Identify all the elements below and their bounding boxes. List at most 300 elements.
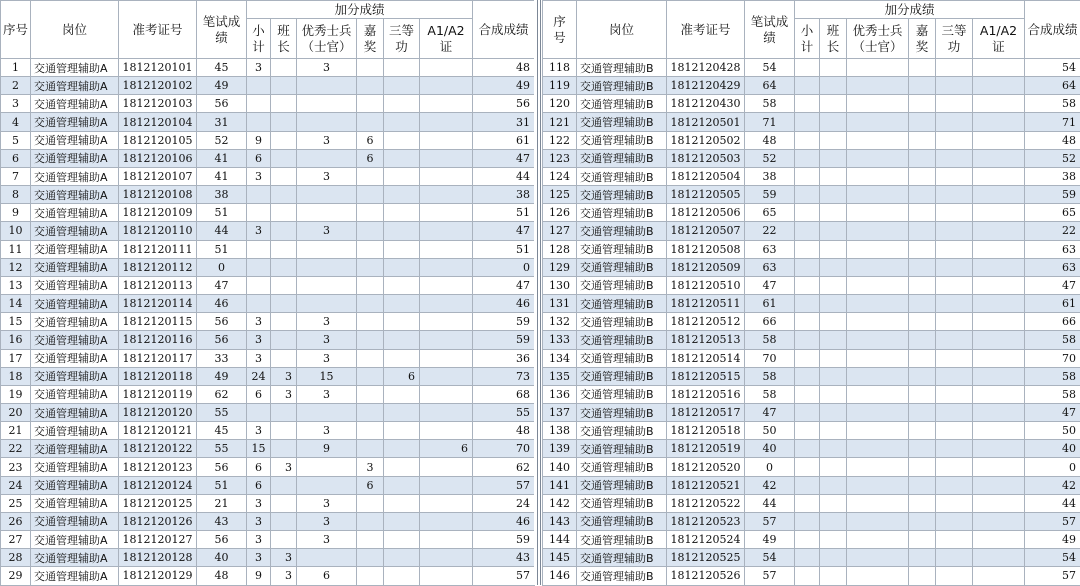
- cell-exam-id: 1812120126: [119, 512, 197, 530]
- cell-squad-leader: [271, 476, 297, 494]
- cell-excellent-soldier: 3: [297, 512, 357, 530]
- cell-position: 交通管理辅助B: [577, 77, 667, 95]
- cell-exam-id: 1812120115: [119, 313, 197, 331]
- cell-seq: 20: [1, 403, 31, 421]
- cell-subtotal: [795, 149, 820, 167]
- cell-third-class-merit: [384, 113, 420, 131]
- cell-written-score: 62: [197, 385, 247, 403]
- cell-total-score: 50: [1025, 422, 1080, 440]
- cell-third-class-merit: [936, 403, 973, 421]
- cell-written-score: 58: [745, 331, 795, 349]
- cell-commendation: [909, 95, 936, 113]
- cell-commendation: [357, 440, 384, 458]
- cell-seq: 129: [543, 258, 577, 276]
- cell-seq: 139: [543, 440, 577, 458]
- cell-subtotal: [795, 440, 820, 458]
- cell-squad-leader: [820, 113, 847, 131]
- cell-commendation: [909, 276, 936, 294]
- cell-squad-leader: [271, 113, 297, 131]
- cell-exam-id: 1812120522: [667, 494, 745, 512]
- table-row: [543, 549, 1080, 567]
- cell-seq: 128: [543, 240, 577, 258]
- cell-written-score: 57: [745, 567, 795, 585]
- cell-commendation: [357, 531, 384, 549]
- cell-seq: 11: [1, 240, 31, 258]
- cell-squad-leader: [271, 276, 297, 294]
- cell-commendation: [357, 258, 384, 276]
- table-row: [1, 131, 535, 149]
- cell-subtotal: 3: [247, 494, 271, 512]
- cell-subtotal: 3: [247, 222, 271, 240]
- cell-squad-leader: [820, 385, 847, 403]
- cell-total-score: 56: [473, 95, 535, 113]
- cell-exam-id: 1812120521: [667, 476, 745, 494]
- cell-position: 交通管理辅助B: [577, 131, 667, 149]
- cell-excellent-soldier: [847, 403, 909, 421]
- cell-squad-leader: [271, 531, 297, 549]
- cell-exam-id: 1812120105: [119, 131, 197, 149]
- cell-seq: 17: [1, 349, 31, 367]
- table-row: [543, 222, 1080, 240]
- cell-squad-leader: [820, 549, 847, 567]
- cell-seq: 19: [1, 385, 31, 403]
- cell-excellent-soldier: [297, 113, 357, 131]
- cell-commendation: [909, 295, 936, 313]
- cell-written-score: 49: [745, 531, 795, 549]
- cell-squad-leader: [271, 422, 297, 440]
- cell-position: 交通管理辅助B: [577, 512, 667, 530]
- cell-total-score: 59: [473, 531, 535, 549]
- cell-position: 交通管理辅助A: [31, 222, 119, 240]
- cell-third-class-merit: [936, 186, 973, 204]
- cell-squad-leader: [271, 204, 297, 222]
- cell-written-score: 38: [745, 167, 795, 185]
- cell-commendation: [909, 349, 936, 367]
- cell-commendation: [357, 295, 384, 313]
- cell-commendation: [909, 59, 936, 77]
- cell-third-class-merit: [384, 494, 420, 512]
- cell-written-score: 51: [197, 204, 247, 222]
- cell-third-class-merit: [384, 131, 420, 149]
- cell-squad-leader: [271, 512, 297, 530]
- cell-squad-leader: [820, 458, 847, 476]
- table-row: [543, 240, 1080, 258]
- cell-driving-license: [973, 204, 1025, 222]
- cell-subtotal: [795, 367, 820, 385]
- cell-third-class-merit: [384, 222, 420, 240]
- cell-excellent-soldier: 15: [297, 367, 357, 385]
- cell-exam-id: 1812120502: [667, 131, 745, 149]
- cell-excellent-soldier: [847, 113, 909, 131]
- cell-written-score: 59: [745, 186, 795, 204]
- cell-excellent-soldier: [847, 131, 909, 149]
- cell-seq: 22: [1, 440, 31, 458]
- cell-third-class-merit: [384, 59, 420, 77]
- cell-excellent-soldier: [847, 77, 909, 95]
- cell-subtotal: [795, 567, 820, 585]
- cell-excellent-soldier: [847, 222, 909, 240]
- cell-written-score: 65: [745, 204, 795, 222]
- table-row: [1, 113, 535, 131]
- cell-subtotal: [247, 240, 271, 258]
- table-row: [543, 276, 1080, 294]
- score-table-right: [542, 0, 1080, 586]
- cell-exam-id: 1812120129: [119, 567, 197, 585]
- cell-squad-leader: [820, 494, 847, 512]
- cell-total-score: 61: [1025, 295, 1080, 313]
- cell-driving-license: [420, 186, 473, 204]
- cell-commendation: [357, 385, 384, 403]
- cell-excellent-soldier: [847, 331, 909, 349]
- cell-exam-id: 1812120519: [667, 440, 745, 458]
- cell-written-score: 58: [745, 95, 795, 113]
- cell-written-score: 56: [197, 458, 247, 476]
- cell-driving-license: [420, 59, 473, 77]
- cell-position: 交通管理辅助B: [577, 367, 667, 385]
- cell-subtotal: [795, 494, 820, 512]
- cell-written-score: 49: [197, 77, 247, 95]
- cell-commendation: [909, 131, 936, 149]
- header-bonus-score: 加分成绩: [247, 1, 473, 19]
- cell-third-class-merit: [384, 95, 420, 113]
- cell-squad-leader: [820, 349, 847, 367]
- cell-position: 交通管理辅助A: [31, 331, 119, 349]
- header-subtotal: 小 计: [795, 19, 820, 59]
- cell-excellent-soldier: [847, 494, 909, 512]
- cell-total-score: 58: [1025, 331, 1080, 349]
- cell-position: 交通管理辅助B: [577, 295, 667, 313]
- cell-excellent-soldier: 3: [297, 349, 357, 367]
- cell-exam-id: 1812120512: [667, 313, 745, 331]
- table-row: [1, 385, 535, 403]
- cell-third-class-merit: [936, 149, 973, 167]
- cell-excellent-soldier: [297, 95, 357, 113]
- cell-written-score: 43: [197, 512, 247, 530]
- table-row: [1, 440, 535, 458]
- cell-position: 交通管理辅助A: [31, 531, 119, 549]
- cell-subtotal: 3: [247, 531, 271, 549]
- cell-commendation: [909, 403, 936, 421]
- cell-total-score: 58: [1025, 367, 1080, 385]
- cell-written-score: 70: [745, 349, 795, 367]
- cell-seq: 125: [543, 186, 577, 204]
- cell-squad-leader: [820, 59, 847, 77]
- cell-seq: 28: [1, 549, 31, 567]
- cell-excellent-soldier: [847, 367, 909, 385]
- cell-subtotal: 3: [247, 59, 271, 77]
- cell-written-score: 56: [197, 313, 247, 331]
- cell-seq: 141: [543, 476, 577, 494]
- cell-subtotal: [247, 186, 271, 204]
- cell-position: 交通管理辅助A: [31, 258, 119, 276]
- cell-total-score: 48: [473, 422, 535, 440]
- cell-seq: 15: [1, 313, 31, 331]
- cell-exam-id: 1812120123: [119, 458, 197, 476]
- cell-third-class-merit: [384, 295, 420, 313]
- cell-excellent-soldier: [847, 440, 909, 458]
- cell-position: 交通管理辅助A: [31, 567, 119, 585]
- cell-total-score: 0: [1025, 458, 1080, 476]
- cell-driving-license: [420, 531, 473, 549]
- cell-commendation: 3: [357, 458, 384, 476]
- cell-position: 交通管理辅助A: [31, 367, 119, 385]
- cell-subtotal: 6: [247, 385, 271, 403]
- cell-excellent-soldier: [297, 458, 357, 476]
- header-total-score: 合成成绩: [473, 1, 535, 59]
- cell-driving-license: [420, 131, 473, 149]
- cell-squad-leader: [820, 331, 847, 349]
- cell-driving-license: [420, 295, 473, 313]
- cell-driving-license: [973, 512, 1025, 530]
- cell-exam-id: 1812120508: [667, 240, 745, 258]
- cell-subtotal: [795, 95, 820, 113]
- cell-excellent-soldier: 9: [297, 440, 357, 458]
- cell-written-score: 58: [745, 367, 795, 385]
- cell-subtotal: [795, 222, 820, 240]
- cell-subtotal: [795, 131, 820, 149]
- cell-squad-leader: [820, 222, 847, 240]
- cell-third-class-merit: [936, 349, 973, 367]
- cell-seq: 137: [543, 403, 577, 421]
- cell-written-score: 31: [197, 113, 247, 131]
- cell-exam-id: 1812120116: [119, 331, 197, 349]
- cell-seq: 1: [1, 59, 31, 77]
- cell-driving-license: 6: [420, 440, 473, 458]
- cell-written-score: 47: [197, 276, 247, 294]
- cell-subtotal: [247, 77, 271, 95]
- cell-seq: 8: [1, 186, 31, 204]
- cell-subtotal: 6: [247, 149, 271, 167]
- cell-seq: 134: [543, 349, 577, 367]
- cell-excellent-soldier: [847, 476, 909, 494]
- cell-commendation: [357, 204, 384, 222]
- cell-subtotal: 9: [247, 567, 271, 585]
- cell-driving-license: [420, 494, 473, 512]
- cell-driving-license: [973, 131, 1025, 149]
- cell-seq: 142: [543, 494, 577, 512]
- cell-total-score: 59: [1025, 186, 1080, 204]
- cell-driving-license: [420, 167, 473, 185]
- cell-third-class-merit: [936, 167, 973, 185]
- cell-driving-license: [973, 367, 1025, 385]
- cell-written-score: 52: [197, 131, 247, 149]
- cell-driving-license: [973, 349, 1025, 367]
- cell-subtotal: [795, 313, 820, 331]
- cell-exam-id: 1812120104: [119, 113, 197, 131]
- cell-commendation: [357, 167, 384, 185]
- cell-position: 交通管理辅助A: [31, 167, 119, 185]
- cell-total-score: 49: [473, 77, 535, 95]
- cell-commendation: [357, 113, 384, 131]
- header-excellent-soldier: 优秀士兵 （士官）: [297, 19, 357, 59]
- cell-driving-license: [420, 512, 473, 530]
- cell-position: 交通管理辅助B: [577, 385, 667, 403]
- table-row: [543, 77, 1080, 95]
- cell-driving-license: [973, 186, 1025, 204]
- cell-position: 交通管理辅助B: [577, 567, 667, 585]
- cell-commendation: [909, 258, 936, 276]
- cell-position: 交通管理辅助A: [31, 240, 119, 258]
- table-row: [543, 258, 1080, 276]
- cell-total-score: 31: [473, 113, 535, 131]
- cell-total-score: 55: [473, 403, 535, 421]
- table-row: [1, 313, 535, 331]
- table-row: [543, 131, 1080, 149]
- cell-driving-license: [420, 549, 473, 567]
- cell-excellent-soldier: [297, 276, 357, 294]
- cell-squad-leader: [271, 77, 297, 95]
- cell-commendation: [357, 240, 384, 258]
- cell-exam-id: 1812120505: [667, 186, 745, 204]
- cell-seq: 131: [543, 295, 577, 313]
- table-row: [543, 512, 1080, 530]
- cell-third-class-merit: [384, 403, 420, 421]
- cell-total-score: 47: [1025, 276, 1080, 294]
- cell-exam-id: 1812120510: [667, 276, 745, 294]
- cell-total-score: 58: [1025, 95, 1080, 113]
- cell-seq: 25: [1, 494, 31, 512]
- cell-exam-id: 1812120509: [667, 258, 745, 276]
- cell-third-class-merit: [384, 240, 420, 258]
- table-row: [543, 367, 1080, 385]
- cell-exam-id: 1812120517: [667, 403, 745, 421]
- cell-seq: 29: [1, 567, 31, 585]
- cell-subtotal: 3: [247, 313, 271, 331]
- cell-squad-leader: [820, 77, 847, 95]
- cell-total-score: 70: [1025, 349, 1080, 367]
- table-row: [543, 331, 1080, 349]
- cell-third-class-merit: [936, 95, 973, 113]
- cell-subtotal: [795, 59, 820, 77]
- cell-written-score: 46: [197, 295, 247, 313]
- cell-seq: 14: [1, 295, 31, 313]
- cell-written-score: 51: [197, 240, 247, 258]
- cell-exam-id: 1812120503: [667, 149, 745, 167]
- cell-exam-id: 1812120124: [119, 476, 197, 494]
- cell-commendation: [909, 512, 936, 530]
- cell-seq: 2: [1, 77, 31, 95]
- cell-written-score: 45: [197, 422, 247, 440]
- cell-driving-license: [973, 385, 1025, 403]
- cell-total-score: 65: [1025, 204, 1080, 222]
- cell-driving-license: [973, 440, 1025, 458]
- cell-seq: 132: [543, 313, 577, 331]
- cell-driving-license: [420, 567, 473, 585]
- cell-exam-id: 1812120526: [667, 567, 745, 585]
- cell-driving-license: [973, 549, 1025, 567]
- cell-subtotal: 9: [247, 131, 271, 149]
- cell-driving-license: [420, 240, 473, 258]
- cell-exam-id: 1812120103: [119, 95, 197, 113]
- cell-excellent-soldier: [847, 59, 909, 77]
- cell-position: 交通管理辅助A: [31, 549, 119, 567]
- cell-squad-leader: [271, 349, 297, 367]
- cell-total-score: 38: [1025, 167, 1080, 185]
- cell-driving-license: [973, 422, 1025, 440]
- cell-position: 交通管理辅助A: [31, 349, 119, 367]
- cell-third-class-merit: [936, 276, 973, 294]
- cell-excellent-soldier: [847, 258, 909, 276]
- table-row: [543, 403, 1080, 421]
- cell-position: 交通管理辅助A: [31, 403, 119, 421]
- table-row: [543, 422, 1080, 440]
- cell-written-score: 63: [745, 240, 795, 258]
- cell-position: 交通管理辅助B: [577, 331, 667, 349]
- cell-squad-leader: 3: [271, 385, 297, 403]
- cell-driving-license: [420, 222, 473, 240]
- cell-exam-id: 1812120114: [119, 295, 197, 313]
- cell-total-score: 57: [473, 476, 535, 494]
- cell-driving-license: [973, 222, 1025, 240]
- cell-written-score: 57: [745, 512, 795, 530]
- cell-commendation: [357, 313, 384, 331]
- cell-third-class-merit: [936, 295, 973, 313]
- cell-subtotal: [795, 349, 820, 367]
- cell-position: 交通管理辅助A: [31, 476, 119, 494]
- cell-excellent-soldier: [847, 204, 909, 222]
- cell-written-score: 21: [197, 494, 247, 512]
- cell-total-score: 46: [473, 295, 535, 313]
- cell-position: 交通管理辅助A: [31, 295, 119, 313]
- table-row: [543, 59, 1080, 77]
- cell-seq: 13: [1, 276, 31, 294]
- cell-written-score: 64: [745, 77, 795, 95]
- header-third-class-merit: 三等 功: [936, 19, 973, 59]
- cell-third-class-merit: [936, 204, 973, 222]
- cell-written-score: 49: [197, 367, 247, 385]
- cell-written-score: 55: [197, 440, 247, 458]
- cell-total-score: 48: [1025, 131, 1080, 149]
- cell-seq: 145: [543, 549, 577, 567]
- cell-exam-id: 1812120430: [667, 95, 745, 113]
- cell-squad-leader: [820, 258, 847, 276]
- table-row: [543, 204, 1080, 222]
- cell-squad-leader: [820, 204, 847, 222]
- cell-driving-license: [973, 77, 1025, 95]
- cell-excellent-soldier: [297, 549, 357, 567]
- table-row: [543, 440, 1080, 458]
- cell-position: 交通管理辅助B: [577, 549, 667, 567]
- cell-third-class-merit: [384, 458, 420, 476]
- cell-exam-id: 1812120101: [119, 59, 197, 77]
- cell-driving-license: [420, 349, 473, 367]
- cell-squad-leader: 3: [271, 567, 297, 585]
- cell-third-class-merit: [936, 131, 973, 149]
- cell-third-class-merit: [936, 531, 973, 549]
- cell-squad-leader: [271, 186, 297, 204]
- cell-driving-license: [420, 331, 473, 349]
- cell-squad-leader: [820, 295, 847, 313]
- cell-third-class-merit: [936, 512, 973, 530]
- cell-squad-leader: [820, 240, 847, 258]
- cell-excellent-soldier: [847, 295, 909, 313]
- cell-total-score: 42: [1025, 476, 1080, 494]
- cell-seq: 144: [543, 531, 577, 549]
- cell-commendation: [909, 186, 936, 204]
- cell-excellent-soldier: [847, 349, 909, 367]
- cell-total-score: 0: [473, 258, 535, 276]
- cell-position: 交通管理辅助B: [577, 258, 667, 276]
- table-row: [1, 512, 535, 530]
- cell-written-score: 47: [745, 276, 795, 294]
- cell-subtotal: [795, 204, 820, 222]
- cell-seq: 123: [543, 149, 577, 167]
- cell-total-score: 49: [1025, 531, 1080, 549]
- table-row: [1, 367, 535, 385]
- cell-position: 交通管理辅助B: [577, 113, 667, 131]
- cell-subtotal: [795, 403, 820, 421]
- cell-commendation: [909, 494, 936, 512]
